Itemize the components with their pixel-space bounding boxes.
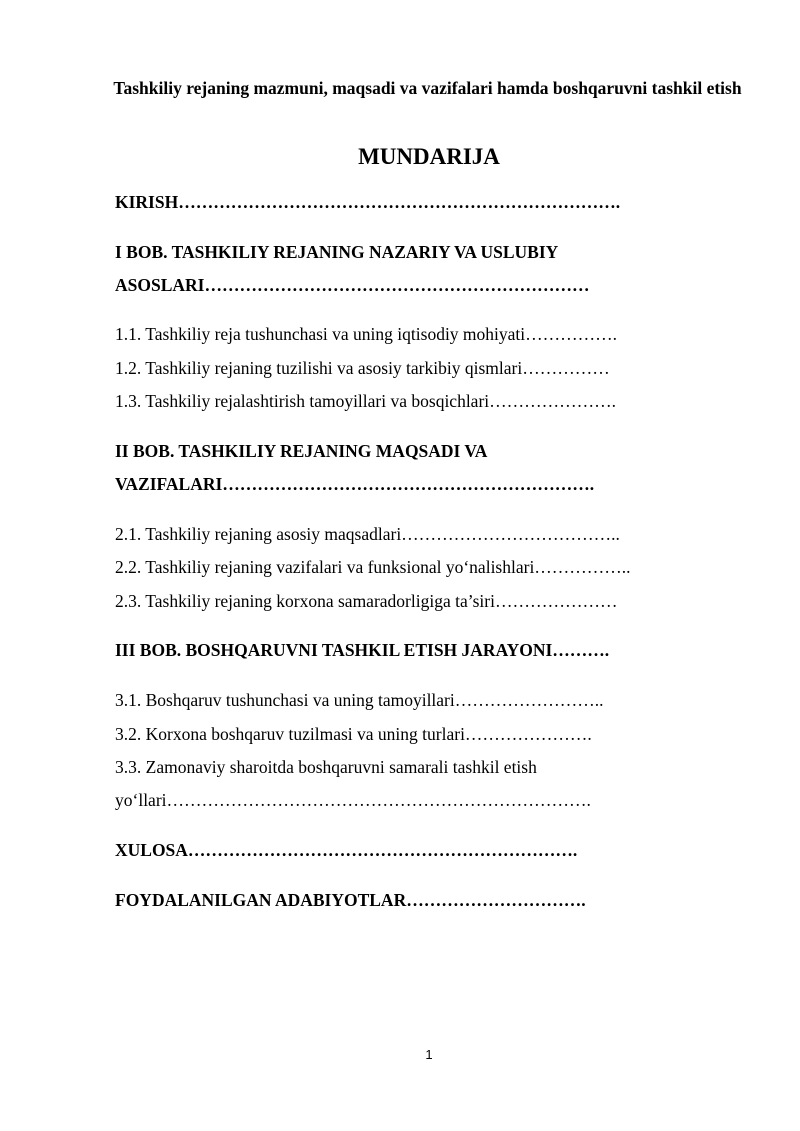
toc-entry-section-1-2: 1.2. Tashkiliy rejaning tuzilishi va asosiy tarkibiy qismlari…………… [115,358,610,378]
page-number: 1 [425,1047,433,1062]
toc-entry-section-3-2: 3.2. Korxona boshqaruv tuzilmasi va uning turlari…………………. [115,724,592,744]
toc-entry-section-2-2: 2.2. Tashkiliy rejaning vazifalari va funksional yo‘nalishlari…………….. [115,557,631,577]
toc-entry-chapter1-title-cont: ASOSLARI………………………………………………………… [115,275,590,295]
toc-entry-section-3-1: 3.1. Boshqaruv tushunchasi va uning tamoyillari…………………….. [115,690,604,710]
toc-entry-intro: KIRISH…………………………………………………………………. [115,192,621,212]
toc-entry-section-1-3: 1.3. Tashkiliy rejalashtirish tamoyillari va bosqichlari…………………. [115,391,617,411]
toc-entry-chapter2-title-cont: VAZIFALARI………………………………………………………. [115,474,595,494]
toc-entry-section-3-3-cont: yo‘llari………………………………………………………………. [115,790,591,810]
toc-entry-chapter2-title: II BOB. TASHKILIY REJANING MAQSADI VA [115,441,488,461]
document-title: Tashkiliy rejaning mazmuni, maqsadi va vazifalari hamda boshqaruvni tashkil etish [113,78,742,98]
toc-entry-chapter1-title: I BOB. TASHKILIY REJANING NAZARIY VA USLUBIY [115,242,559,262]
toc-entry-chapter3-title: III BOB. BOSHQARUVNI TASHKIL ETISH JARAYONI………. [115,640,610,660]
toc-entry-section-2-3: 2.3. Tashkiliy rejaning korxona samaradorligiga ta’siri………………… [115,591,618,611]
toc-entry-section-2-1: 2.1. Tashkiliy rejaning asosiy maqsadlari……………………………….. [115,524,620,544]
toc-entry-section-1-1: 1.1. Tashkiliy reja tushunchasi va uning iqtisodiy mohiyati……………. [115,324,618,344]
toc-entry-references: FOYDALANILGAN ADABIYOTLAR…………………………. [115,890,586,910]
toc-heading: MUNDARIJA [358,144,500,169]
toc-entry-section-3-3: 3.3. Zamonaviy sharoitda boshqaruvni samarali tashkil etish [115,757,537,777]
toc-entry-conclusion: XULOSA…………………………………………………………. [115,840,578,860]
